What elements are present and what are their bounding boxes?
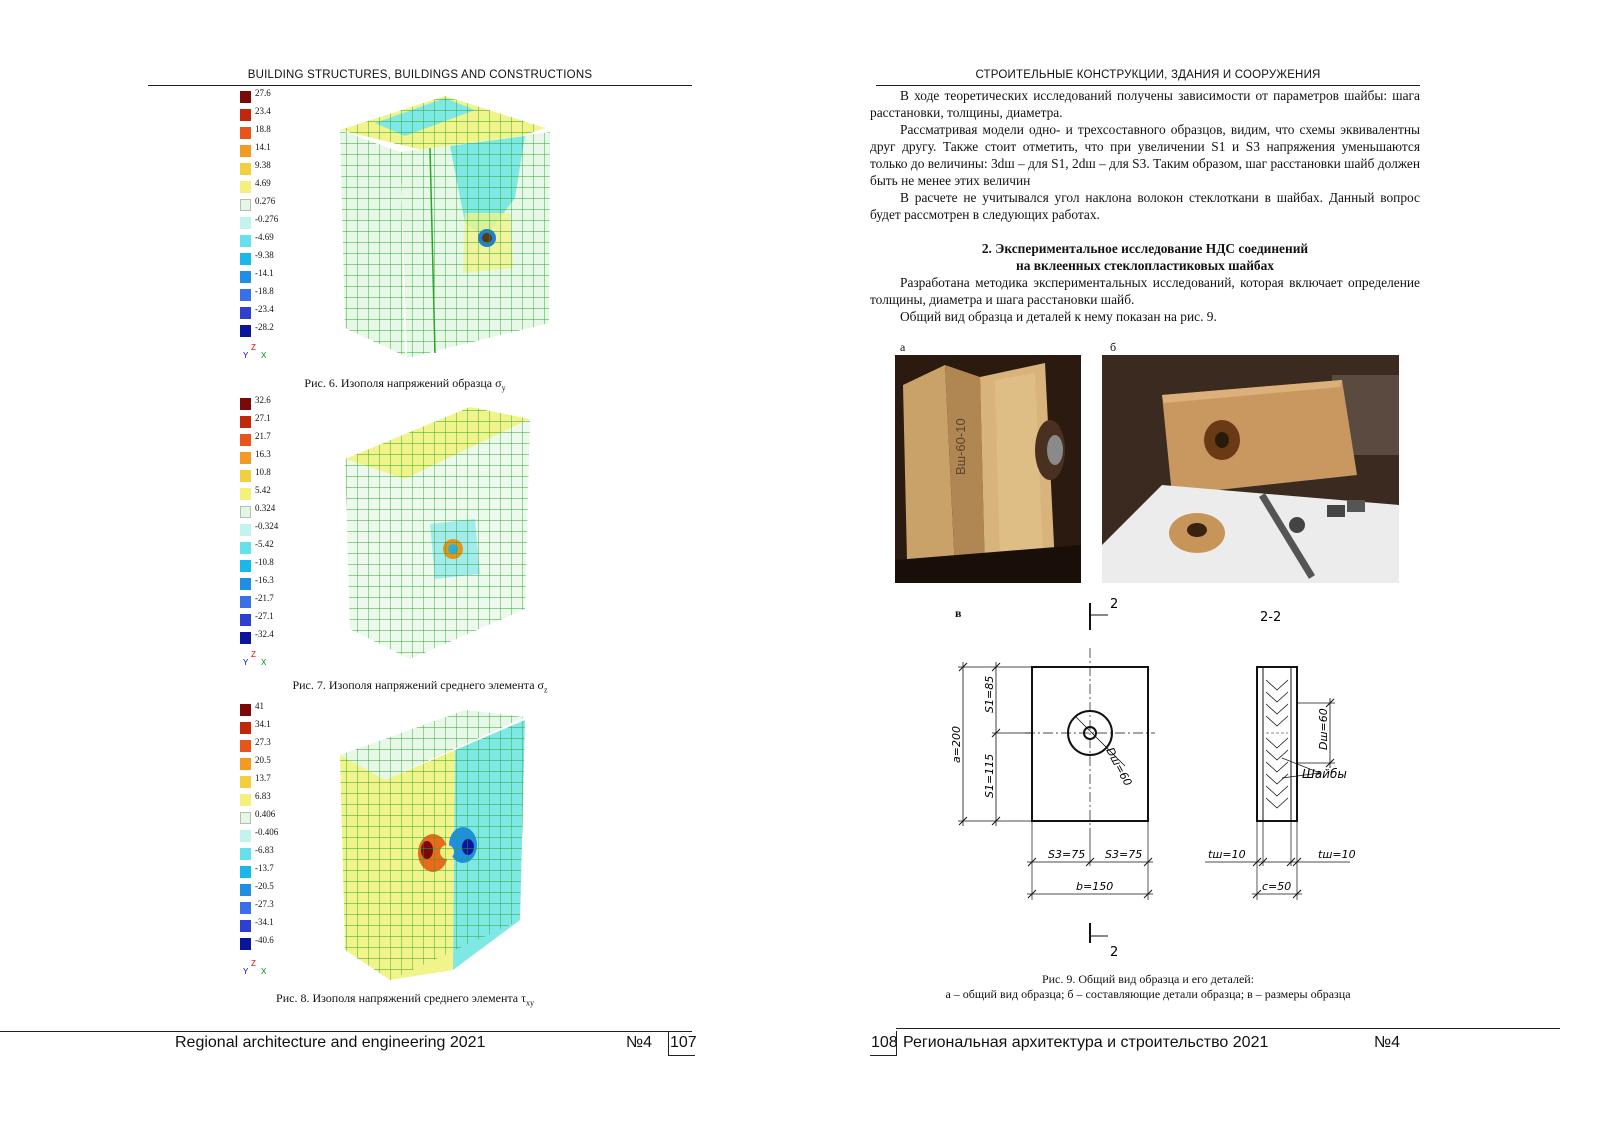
legend-value: 4.69	[255, 178, 271, 188]
legend-swatch	[240, 199, 251, 211]
legend-swatch	[240, 235, 251, 247]
legend-row	[240, 322, 300, 340]
legend-swatch	[240, 217, 251, 229]
dim-s1-bottom: S1=115	[983, 753, 996, 798]
legend-value: 23.4	[255, 106, 271, 116]
legend-value: -9.38	[255, 250, 274, 260]
legend-value: -18.8	[255, 286, 274, 296]
legend-value: 13.7	[255, 773, 271, 783]
legend-row	[240, 214, 300, 232]
legend-value: -10.8	[255, 557, 274, 567]
legend-value: 14.1	[255, 142, 271, 152]
dim-s1-top: S1=85	[983, 675, 996, 713]
legend-swatch	[240, 866, 251, 878]
fe-model-fig6	[335, 88, 565, 373]
caption-line: Рис. 9. Общий вид образца и его деталей:	[1041, 972, 1255, 986]
legend-row	[240, 863, 300, 881]
axis-triad	[242, 650, 272, 670]
legend-value: 32.6	[255, 395, 271, 405]
legend-value: 20.5	[255, 755, 271, 765]
legend-row	[240, 755, 300, 773]
legend-value: 5.42	[255, 485, 271, 495]
legend-swatch	[240, 506, 251, 518]
legend-row	[240, 232, 300, 250]
legend-row	[240, 449, 300, 467]
dim-tw-left: tш=10	[1208, 848, 1246, 861]
axis-z-label: Z	[251, 650, 256, 659]
legend-value: -13.7	[255, 863, 274, 873]
legend-row	[240, 304, 300, 322]
section-title: 2. Экспериментальное исследование НДС соединений	[981, 241, 1309, 256]
dim-a: a=200	[950, 726, 963, 763]
section-title-label: 2-2	[1260, 610, 1282, 625]
legend-value: -28.2	[255, 322, 274, 332]
axis-z-label: Z	[251, 959, 256, 968]
legend-value: 16.3	[255, 449, 271, 459]
section-mark-top: 2	[1110, 597, 1119, 612]
figure-8	[240, 701, 570, 986]
legend-swatch	[240, 307, 251, 319]
drawing-v-label: в	[955, 606, 962, 620]
legend-row	[240, 881, 300, 899]
footer-rule-right	[896, 1028, 1560, 1029]
legend-row	[240, 701, 300, 719]
legend-swatch	[240, 416, 251, 428]
legend-swatch	[240, 470, 251, 482]
caption-text: Рис. 6. Изополя напряжений образца σ	[304, 376, 502, 390]
legend-fig6	[240, 88, 300, 348]
legend-value: -32.4	[255, 629, 274, 639]
legend-row	[240, 845, 300, 863]
caption-text: Рис. 8. Изополя напряжений среднего элемента τ	[276, 991, 526, 1005]
page-number-left: 107	[670, 1034, 697, 1051]
legend-value: -40.6	[255, 935, 274, 945]
legend-row	[240, 124, 300, 142]
running-head-right: СТРОИТЕЛЬНЫЕ КОНСТРУКЦИИ, ЗДАНИЯ И СООРУЖЕНИЯ	[975, 69, 1321, 81]
legend-value: 27.6	[255, 88, 271, 98]
legend-swatch	[240, 938, 251, 950]
footer-issue-right: №4	[1374, 1034, 1401, 1051]
body-text	[870, 87, 1420, 325]
dim-tw-right: tш=10	[1318, 848, 1356, 861]
washers-label: Шайбы	[1302, 767, 1347, 781]
legend-value: 27.1	[255, 413, 271, 423]
legend-swatch	[240, 434, 251, 446]
caption-subscript: xy	[525, 998, 534, 1008]
legend-swatch	[240, 488, 251, 500]
legend-value: -4.69	[255, 232, 274, 242]
legend-row	[240, 521, 300, 539]
legend-value: 10.8	[255, 467, 271, 477]
legend-value: 0.276	[255, 196, 276, 206]
legend-swatch	[240, 632, 251, 644]
legend-value: -23.4	[255, 304, 274, 314]
paragraph: В ходе теоретических исследований получены зависимости от параметров шайбы: шага расстановки, толщины, диаметра.	[870, 88, 1420, 120]
legend-fig8	[240, 701, 300, 961]
legend-value: 9.38	[255, 160, 271, 170]
legend-row	[240, 467, 300, 485]
axis-triad	[242, 959, 272, 979]
legend-value: 6.83	[255, 791, 271, 801]
axis-x-label: X	[261, 351, 267, 360]
footer-journal-left: Regional architecture and engineering 2021	[175, 1034, 486, 1051]
figure-9-caption	[876, 972, 1420, 1002]
legend-row	[240, 737, 300, 755]
legend-row	[240, 142, 300, 160]
legend-swatch	[240, 722, 251, 734]
header-rule-right	[876, 85, 1420, 86]
legend-row	[240, 268, 300, 286]
section-title-line-2: на вклеенных стеклопластиковых шайбах	[1015, 258, 1274, 273]
legend-value: -0.406	[255, 827, 279, 837]
axis-y-label: Y	[243, 351, 249, 360]
legend-row	[240, 809, 300, 827]
legend-swatch	[240, 127, 251, 139]
legend-row	[240, 250, 300, 268]
legend-row	[240, 160, 300, 178]
legend-row	[240, 431, 300, 449]
figure-7-caption	[240, 678, 600, 694]
dim-d-section: Dш=60	[1317, 708, 1330, 750]
legend-swatch	[240, 289, 251, 301]
legend-swatch	[240, 271, 251, 283]
paragraph: Общий вид образца и деталей к нему показан на рис. 9.	[900, 309, 1217, 324]
header-rule-left	[148, 85, 692, 86]
legend-swatch	[240, 614, 251, 626]
dim-d: Dш=60	[1103, 745, 1135, 789]
legend-value: -34.1	[255, 917, 274, 927]
photo-a-label: а	[900, 340, 906, 354]
page-number-right: 108	[871, 1034, 898, 1051]
legend-row	[240, 827, 300, 845]
legend-value: -6.83	[255, 845, 274, 855]
legend-swatch	[240, 902, 251, 914]
legend-swatch	[240, 596, 251, 608]
legend-row	[240, 106, 300, 124]
paragraph: Разработана методика экспериментальных исследований, которая включает определение толщины, диаметра и шага расстановки шайб.	[870, 275, 1420, 307]
axis-triad	[242, 343, 272, 363]
legend-swatch	[240, 542, 251, 554]
paragraph: Рассматривая модели одно- и трехсоставного образцов, видим, что схемы эквивалентны друг другу. Также стоит отметить, что при увеличении S1 и S3 напряжения уменьшаются только до величины: 3dш – для S1, 2dш – для S3. Таким образом, шаг расстановки шайб должен быть не менее этих величин	[870, 122, 1420, 188]
legend-swatch	[240, 758, 251, 770]
legend-swatch	[240, 776, 251, 788]
figure-6	[240, 88, 570, 378]
axis-x-label: X	[261, 658, 267, 667]
legend-swatch	[240, 848, 251, 860]
legend-value: -0.324	[255, 521, 279, 531]
legend-swatch	[240, 253, 251, 265]
legend-fig7	[240, 395, 300, 655]
legend-swatch	[240, 91, 251, 103]
legend-row	[240, 935, 300, 953]
legend-value: -21.7	[255, 593, 274, 603]
legend-swatch	[240, 812, 251, 824]
legend-row	[240, 773, 300, 791]
legend-swatch	[240, 740, 251, 752]
legend-swatch	[240, 163, 251, 175]
legend-value: -20.5	[255, 881, 274, 891]
legend-swatch	[240, 524, 251, 536]
specimen-marking: Вш-60-10	[953, 418, 968, 475]
legend-row	[240, 539, 300, 557]
legend-row	[240, 395, 300, 413]
legend-row	[240, 196, 300, 214]
photo-b-label: б	[1110, 340, 1117, 354]
dim-b: b=150	[1076, 880, 1114, 893]
paragraph: В расчете не учитывался угол наклона волокон стеклоткани в шайбах. Данный вопрос будет рассмотрен в следующих работах.	[870, 190, 1420, 222]
legend-row	[240, 593, 300, 611]
dim-s3-right: S3=75	[1105, 848, 1143, 861]
legend-row	[240, 575, 300, 593]
legend-swatch	[240, 704, 251, 716]
legend-value: 21.7	[255, 431, 271, 441]
dim-s3-left: S3=75	[1048, 848, 1086, 861]
legend-swatch	[240, 830, 251, 842]
legend-row	[240, 611, 300, 629]
legend-swatch	[240, 109, 251, 121]
fe-model-fig8	[335, 705, 565, 985]
figure-7	[240, 395, 570, 680]
legend-row	[240, 899, 300, 917]
legend-swatch	[240, 920, 251, 932]
fe-model-fig7	[335, 399, 565, 664]
axis-x-label: X	[261, 967, 267, 976]
legend-row	[240, 557, 300, 575]
legend-value: -16.3	[255, 575, 274, 585]
caption-line: а – общий вид образца; б – составляющие детали образца; в – размеры образца	[945, 987, 1351, 1001]
legend-swatch	[240, 578, 251, 590]
legend-swatch	[240, 398, 251, 410]
legend-value: -0.276	[255, 214, 279, 224]
legend-value: 0.406	[255, 809, 276, 819]
legend-value: 27.3	[255, 737, 271, 747]
footer-rule-left	[0, 1031, 692, 1032]
legend-value: -27.1	[255, 611, 274, 621]
caption-subscript: y	[501, 383, 506, 393]
legend-row	[240, 917, 300, 935]
axis-z-label: Z	[251, 343, 256, 352]
legend-swatch	[240, 452, 251, 464]
legend-row	[240, 629, 300, 647]
legend-value: -5.42	[255, 539, 274, 549]
running-head-left: BUILDING STRUCTURES, BUILDINGS AND CONSTRUCTIONS	[247, 69, 593, 81]
legend-value: -14.1	[255, 268, 274, 278]
dim-c: c=50	[1262, 880, 1292, 893]
axis-y-label: Y	[243, 967, 249, 976]
legend-swatch	[240, 181, 251, 193]
legend-value: 41	[255, 701, 264, 711]
legend-swatch	[240, 145, 251, 157]
legend-row	[240, 485, 300, 503]
legend-row	[240, 719, 300, 737]
legend-value: 0.324	[255, 503, 276, 513]
section-mark-bottom: 2	[1110, 945, 1119, 960]
caption-text: Рис. 7. Изополя напряжений среднего элемента σ	[292, 678, 544, 692]
legend-value: 18.8	[255, 124, 271, 134]
footer-issue-left: №4	[626, 1034, 653, 1051]
legend-row	[240, 791, 300, 809]
specimen-dimension-drawing	[930, 588, 1400, 968]
caption-subscript: z	[543, 685, 548, 695]
photo-specimen-parts	[1102, 355, 1399, 583]
axis-y-label: Y	[243, 658, 249, 667]
legend-swatch	[240, 325, 251, 337]
legend-row	[240, 503, 300, 521]
figure-6-caption	[240, 376, 570, 392]
figure-8-caption	[240, 991, 570, 1007]
photo-specimen-assembled	[895, 355, 1081, 583]
legend-swatch	[240, 794, 251, 806]
legend-swatch	[240, 884, 251, 896]
legend-value: 34.1	[255, 719, 271, 729]
legend-row	[240, 413, 300, 431]
legend-value: -27.3	[255, 899, 274, 909]
legend-row	[240, 88, 300, 106]
legend-swatch	[240, 560, 251, 572]
legend-row	[240, 178, 300, 196]
legend-row	[240, 286, 300, 304]
footer-journal-right: Региональная архитектура и строительство 2021	[903, 1034, 1269, 1051]
